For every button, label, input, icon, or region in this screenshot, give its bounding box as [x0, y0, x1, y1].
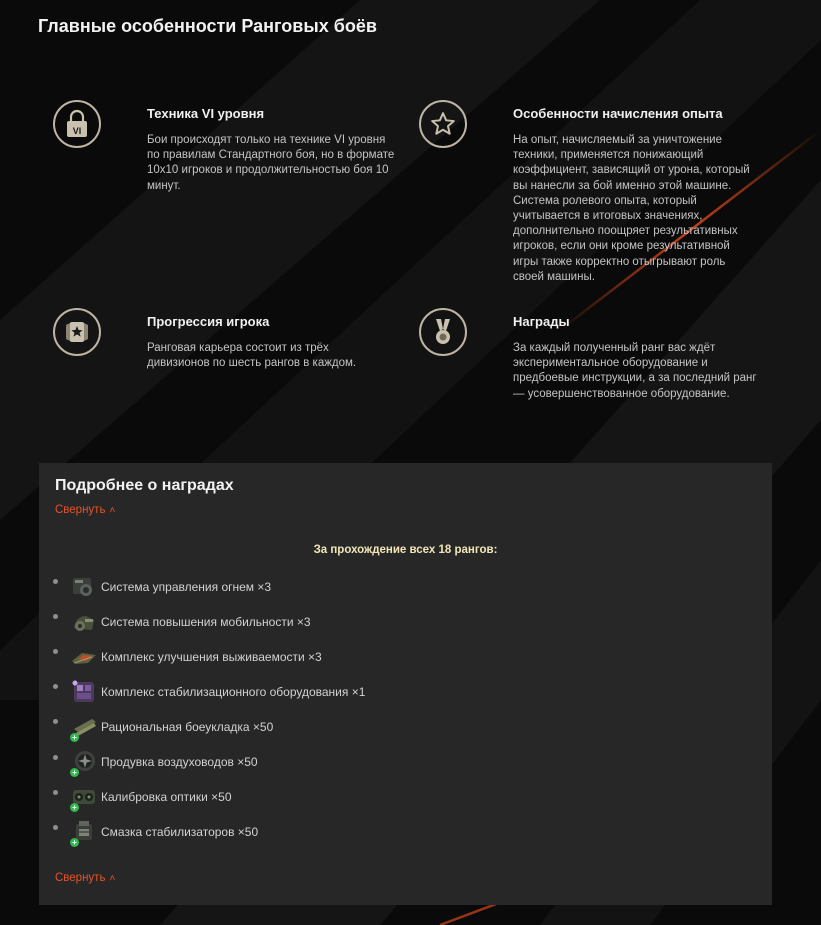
reward-label: Комплекс стабилизационного оборудования ×1	[101, 684, 366, 699]
feature-title: Техника VI уровня	[147, 106, 265, 121]
feature-text: Бои происходят только на технике VI уровня по правилам Стандартного боя, но в формате 10x10 игроков и продолжительностью боя 10 минут.	[147, 134, 395, 192]
feature-progression	[53, 308, 403, 388]
list-item	[53, 780, 365, 815]
feature-title: Прогрессия игрока	[147, 314, 270, 329]
reward-label: Калибровка оптики ×50	[101, 790, 232, 805]
medal-icon	[419, 308, 467, 356]
reward-label: Система управления огнем ×3	[101, 579, 272, 594]
list-item	[53, 709, 365, 744]
reward-list	[53, 569, 365, 850]
feature-vehicle-tier	[53, 100, 403, 220]
feature-text: На опыт, начисляемый за уничтожение техники, применяется понижающий коэффициент, зависящий от урона, который вы нанесли за бой именно этой машине. Система ролевого опыта, который учитывается в итоговых значениях, дополнительно поощряет результативных игроков, если они кроме результативной игры также корректно отыгрывают роль своей машины.	[513, 134, 750, 283]
chevron-up-icon: ˄	[109, 873, 116, 884]
bullet-icon	[53, 614, 58, 619]
bullet-icon	[53, 579, 58, 584]
list-item	[53, 569, 365, 604]
collapse-bottom-link[interactable]	[55, 872, 115, 884]
feature-title: Награды	[513, 314, 570, 329]
survivability-icon	[70, 643, 98, 671]
stabilization-icon	[70, 678, 98, 706]
list-item	[53, 744, 365, 779]
feature-experience	[419, 100, 789, 300]
fire-control-icon	[70, 573, 98, 601]
reward-label: Продувка воздуховодов ×50	[101, 755, 258, 770]
plus-badge-icon: +	[70, 838, 79, 847]
feature-rewards	[419, 308, 789, 408]
rewards-panel	[39, 463, 772, 905]
ammo-rack-icon	[70, 713, 98, 741]
collapse-top-link[interactable]	[55, 504, 115, 516]
chevron-up-icon: ˄	[109, 505, 116, 516]
optics-icon	[70, 783, 98, 811]
collapse-top-label: Свернуть	[55, 504, 106, 516]
reward-label: Комплекс улучшения выживаемости ×3	[101, 649, 322, 664]
vi-lock-icon	[53, 100, 101, 148]
vi-lock-icon-text: VI	[72, 126, 82, 136]
plus-badge-icon: +	[70, 733, 79, 742]
list-item	[53, 639, 365, 674]
feature-title: Особенности начисления опыта	[513, 106, 723, 121]
reward-label: Рациональная боеукладка ×50	[101, 719, 274, 734]
plus-badge-icon: +	[70, 768, 79, 777]
feature-text: Ранговая карьера состоит из трёх дивизионов по шесть рангов в каждом.	[147, 342, 357, 370]
plus-badge-icon: +	[70, 803, 79, 812]
list-item	[53, 674, 365, 709]
bullet-icon	[53, 825, 58, 830]
bullet-icon	[53, 719, 58, 724]
list-item	[53, 815, 365, 850]
rewards-panel-title: Подробнее о наградах	[55, 477, 234, 494]
mobility-icon	[70, 608, 98, 636]
list-item	[53, 604, 365, 639]
collapse-bottom-label: Свернуть	[55, 872, 106, 884]
bullet-icon	[53, 649, 58, 654]
stabilizer-lube-icon	[70, 818, 98, 846]
rewards-heading: За прохождение всех 18 рангов:	[313, 544, 498, 556]
bullet-icon	[53, 684, 58, 689]
reward-label: Смазка стабилизаторов ×50	[101, 825, 259, 840]
page-title: Главные особенности Ранговых боёв	[38, 16, 377, 36]
bullet-icon	[53, 790, 58, 795]
star-icon	[419, 100, 467, 148]
feature-text: За каждый полученный ранг вас ждёт экспериментальное оборудование и предбоевые инструкции, а за последний ранг — усовершенствованное оборудование.	[513, 342, 757, 400]
bullet-icon	[53, 755, 58, 760]
rank-badge-icon	[53, 308, 101, 356]
reward-label: Система повышения мобильности ×3	[101, 614, 311, 629]
air-ducts-icon	[70, 748, 98, 776]
